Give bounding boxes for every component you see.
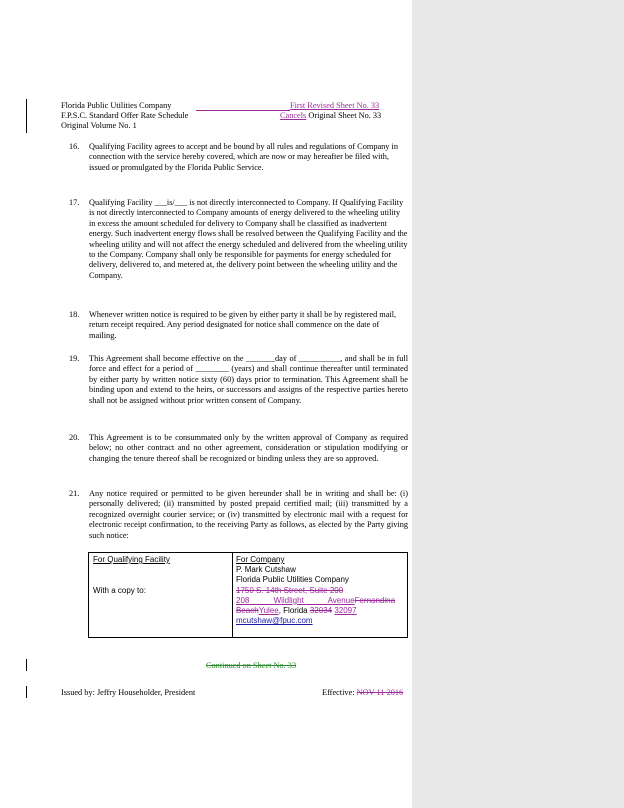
city-line	[236, 606, 405, 616]
effective-date-line	[322, 688, 403, 698]
zip-deleted: 32034	[309, 606, 333, 616]
comment-gutter	[412, 0, 624, 808]
company-heading: For Company	[236, 555, 285, 564]
paragraph-text: Qualifying Facility agrees to accept and be bound by all rules and regulations of Company in connection with the service hereby covered, which are now or may hereafter be filed with, issued or promulgated by the Florida Public Service.	[89, 142, 398, 172]
cancels-label: Cancels	[280, 111, 307, 120]
header-schedule: F.P.S.C. Standard Offer Rate Schedule	[61, 111, 189, 120]
address-inserted: 208 Wildlight Avenue	[236, 595, 355, 605]
paragraph-number: 17.	[69, 198, 80, 207]
contact-company: Florida Public Utilities Company	[236, 575, 349, 585]
zip-inserted: 32097	[334, 606, 357, 616]
change-bar	[26, 659, 27, 671]
paragraph-text: This Agreement shall become effective on the _______day of __________, and shall be in full force and effect for a period of ________ (years) and shall continue thereafter until terminated by either party by written notice sixty (60) days prior to termination. This Agreement shall be binding upon and extend to the heirs, or successors and assigns of the respective parties hereto shall not be assigned without prior written consent of Company.	[89, 354, 408, 405]
paragraph-19	[69, 354, 408, 406]
city-inserted: Yulee	[258, 606, 279, 616]
issued-by: Issued by: Jeffry Householder, President	[61, 688, 196, 697]
address-revision	[236, 596, 405, 606]
contact-name: P. Mark Cutshaw	[236, 565, 296, 575]
state: , Florida	[278, 606, 310, 616]
continued-note: Continued on Sheet No. 33	[206, 661, 297, 670]
paragraph-16	[69, 142, 408, 173]
effective-label: Effective:	[322, 688, 357, 697]
notice-address-table	[88, 552, 408, 638]
paragraph-text: Qualifying Facility ___is/___ is not directly interconnected to Company. If Qualifying Facility is not directly interconnected to Company amounts of energy delivered to the wheeling utility in excess the amount scheduled for delivery to Company shall be classified as inadvertent energy. Such inadvertent energy flows shall be resolved between the Qualifying Facility and the wheeling utility and will not affect the energy scheduled and delivered from the wheeling utility to the Company. Company shall only be responsible for payments for energy scheduled for delivery, delivered to, and metered at, the delivery point between the wheeling utility and the Company.	[89, 198, 408, 280]
company-contact-block	[236, 555, 405, 626]
table-divider	[232, 553, 233, 637]
paragraph-18	[69, 310, 408, 341]
paragraph-number: 16.	[69, 142, 80, 151]
city-deleted-part2: Beach	[236, 606, 259, 616]
header-sheet-rule	[196, 110, 290, 111]
paragraph-number: 19.	[69, 354, 80, 363]
email-link[interactable]: mcutshaw@fpuc.com	[236, 616, 313, 626]
header-sheet-revised: First Revised Sheet No. 33	[290, 101, 380, 110]
change-bar	[26, 686, 27, 698]
paragraph-text: This Agreement is to be consummated only by the written approval of Company as required below; no other contract and no other agreement, consideration or stipulation modifying or changing the tenure thereof shall be recognized or binding unless they are so approved.	[89, 433, 408, 463]
with-copy-label: With a copy to:	[93, 586, 146, 595]
header-sheet-cancels	[280, 111, 381, 121]
effective-date: NOV 11 2016	[356, 688, 404, 697]
address-deleted: 1750 S. 14th Street, Suite 200	[236, 585, 344, 595]
paragraph-number: 20.	[69, 433, 80, 442]
paragraph-20	[69, 433, 408, 464]
header-company: Florida Public Utilities Company	[61, 101, 172, 110]
city-deleted-part1: Fernandina	[354, 595, 396, 605]
paragraph-text: Any notice required or permitted to be given hereunder shall be in writing and shall be: (i) personally delivered; (ii) transmitted by posted prepaid certified mail; (iii) transmitted by a recognized overnight courier service; or (iv) transmitted by electronic mail with a request for electronic receipt confirmation, to the receiving Party as follows, as elected by the Party giving such notice:	[89, 489, 408, 540]
paragraph-21	[69, 489, 408, 541]
qualifying-facility-heading: For Qualifying Facility	[93, 555, 170, 564]
original-sheet: Original Sheet No. 33	[308, 111, 382, 120]
change-bar	[26, 99, 27, 133]
paragraph-number: 21.	[69, 489, 80, 498]
paragraph-text: Whenever written notice is required to be given by either party it shall be by registered mail, return receipt required. Any period designated for notice shall commence on the date of mailing.	[89, 310, 397, 340]
paragraph-number: 18.	[69, 310, 80, 319]
header-volume: Original Volume No. 1	[61, 121, 137, 130]
paragraph-17	[69, 198, 408, 281]
